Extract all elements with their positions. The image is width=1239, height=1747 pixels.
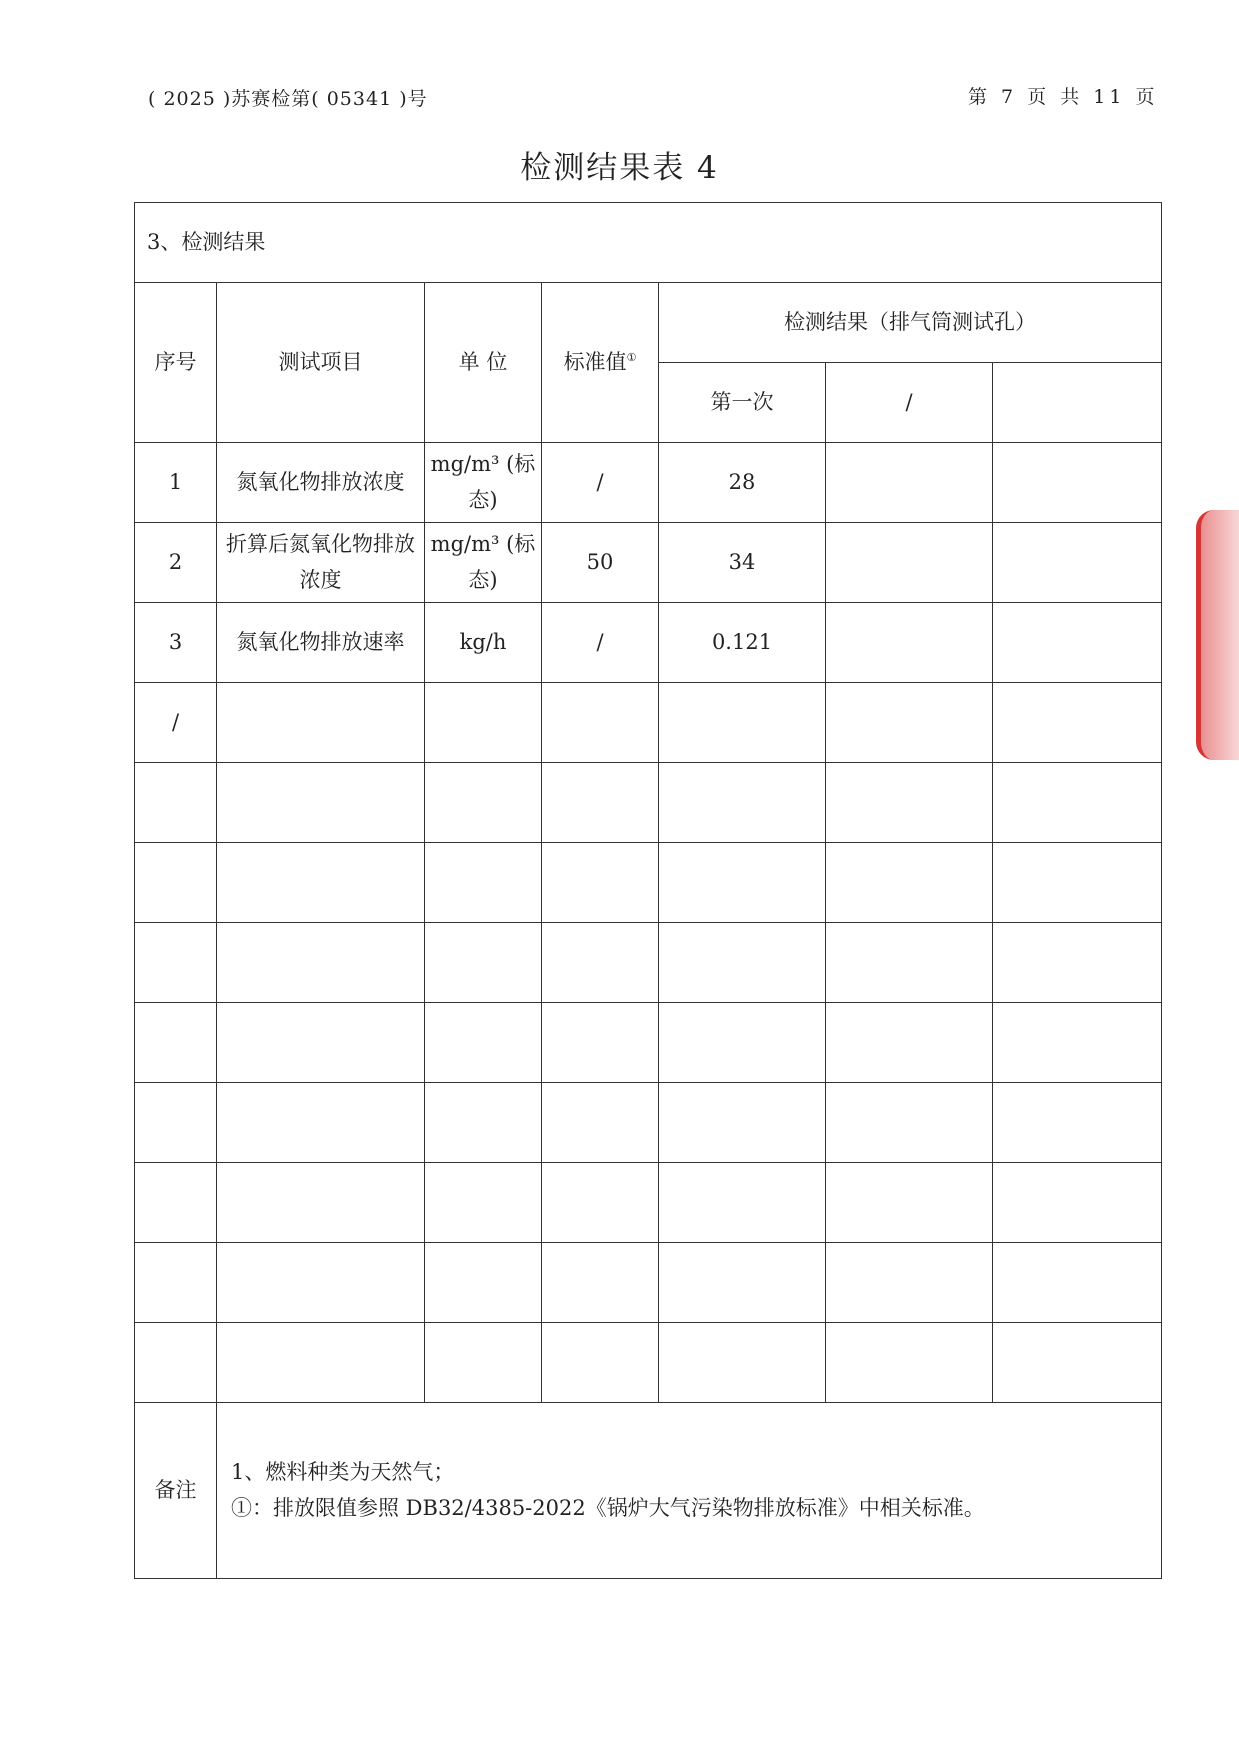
row-standard: / [542, 443, 659, 523]
empty-row [135, 1083, 1162, 1163]
page-title: 检测结果表 4 [520, 150, 719, 186]
header-item: 测试项目 [217, 283, 425, 443]
section-title: 3、检测结果 [135, 203, 1162, 283]
row-unit: mg/m³ (标态) [425, 443, 542, 523]
row-item: 氮氧化物排放速率 [217, 603, 425, 683]
subheader-third [993, 363, 1162, 443]
report-number: ( 2025 )苏赛检第( 05341 )号 [148, 88, 428, 110]
row-seq: / [135, 683, 217, 763]
subheader-first: 第一次 [659, 363, 826, 443]
empty-row [135, 1163, 1162, 1243]
seal-stamp [1196, 510, 1239, 760]
table-row [135, 523, 1162, 603]
row-item: 氮氧化物排放浓度 [217, 443, 425, 523]
row-result-2 [826, 603, 993, 683]
row-item: 折算后氮氧化物排放浓度 [217, 523, 425, 603]
row-result-1: 28 [659, 443, 826, 523]
row-seq: 3 [135, 603, 217, 683]
empty-row [135, 843, 1162, 923]
row-result-3 [993, 443, 1162, 523]
row-seq: 2 [135, 523, 217, 603]
header-standard [542, 283, 659, 443]
standard-footnote-mark: ① [626, 350, 637, 364]
note-line-2: ①：排放限值参照 DB32/4385-2022《锅炉大气污染物排放标准》中相关标准。 [231, 1495, 985, 1520]
row-standard: 50 [542, 523, 659, 603]
header-standard-label: 标准值 [563, 349, 627, 374]
row-result-1 [659, 683, 826, 763]
row-unit: kg/h [425, 603, 542, 683]
row-seq: 1 [135, 443, 217, 523]
row-result-2 [826, 443, 993, 523]
header-seq: 序号 [135, 283, 217, 443]
table-row [135, 683, 1162, 763]
page-indicator: 第 7 页 共 11 页 [968, 86, 1159, 108]
empty-row [135, 923, 1162, 1003]
subheader-second: / [826, 363, 993, 443]
empty-row [135, 1243, 1162, 1323]
empty-row [135, 763, 1162, 843]
header-results: 检测结果（排气筒测试孔） [659, 283, 1162, 363]
row-unit [425, 683, 542, 763]
header-unit: 单 位 [425, 283, 542, 443]
empty-row [135, 1323, 1162, 1403]
notes-body [217, 1403, 1162, 1579]
row-standard: / [542, 603, 659, 683]
row-standard [542, 683, 659, 763]
row-item [217, 683, 425, 763]
results-table [134, 202, 1162, 1579]
row-result-2 [826, 683, 993, 763]
row-result-3 [993, 683, 1162, 763]
notes-label: 备注 [135, 1403, 217, 1579]
table-row [135, 603, 1162, 683]
note-line-1: 1、燃料种类为天然气； [231, 1459, 455, 1484]
row-result-1: 34 [659, 523, 826, 603]
row-result-3 [993, 603, 1162, 683]
row-result-1: 0.121 [659, 603, 826, 683]
row-result-2 [826, 523, 993, 603]
row-unit: mg/m³ (标态) [425, 523, 542, 603]
row-result-3 [993, 523, 1162, 603]
table-row [135, 443, 1162, 523]
empty-row [135, 1003, 1162, 1083]
